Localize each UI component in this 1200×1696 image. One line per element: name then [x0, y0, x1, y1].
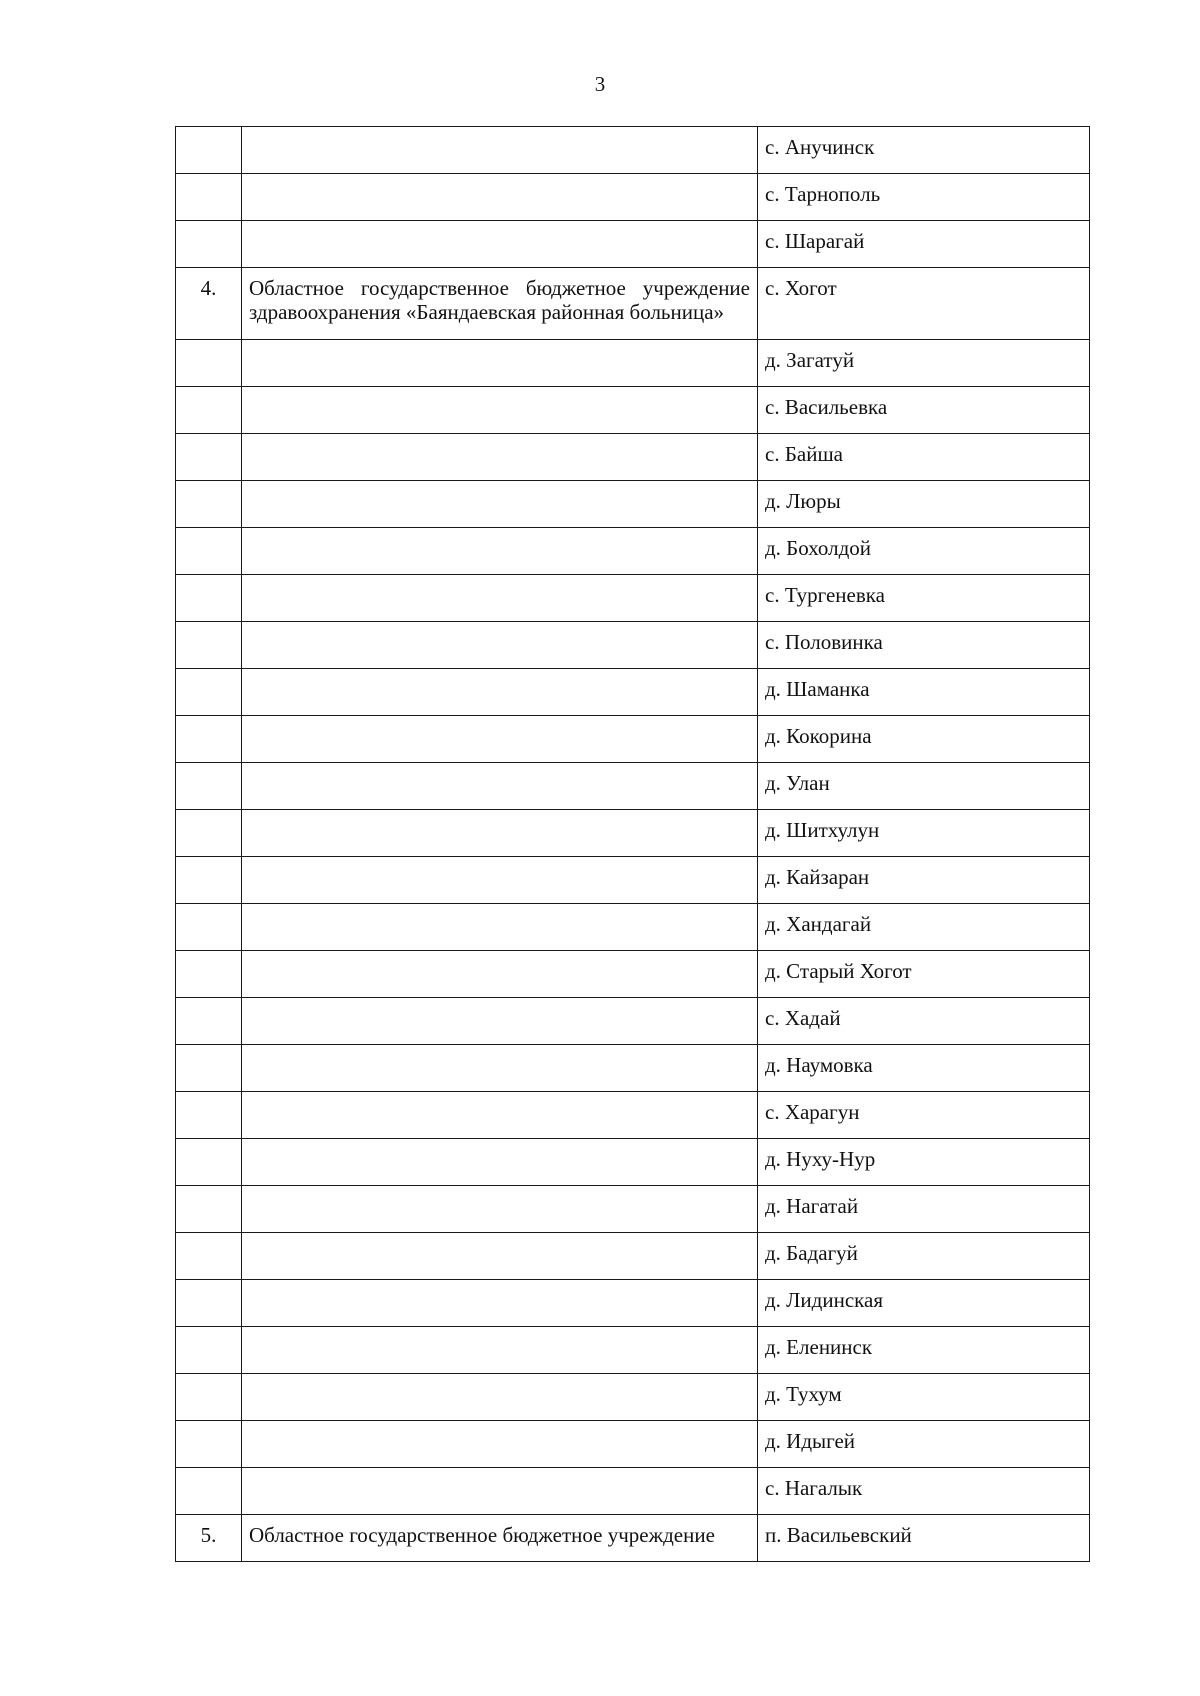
settlement-cell: с. Шарагай [758, 221, 1090, 268]
settlement-cell: д. Шитхулун [758, 810, 1090, 857]
settlement-cell: д. Кокорина [758, 716, 1090, 763]
organization-cell [242, 174, 758, 221]
organization-cell [242, 1186, 758, 1233]
settlement-cell: д. Улан [758, 763, 1090, 810]
organization-cell: Областное государственное бюджетное учреждение [242, 1515, 758, 1562]
table-row [176, 763, 1090, 810]
table-row [176, 857, 1090, 904]
settlement-cell: с. Тарнополь [758, 174, 1090, 221]
settlement-cell: д. Бадагуй [758, 1233, 1090, 1280]
table-row [176, 481, 1090, 528]
row-number-cell [176, 1186, 242, 1233]
row-number-cell [176, 622, 242, 669]
row-number-cell [176, 481, 242, 528]
settlement-cell: д. Хандагай [758, 904, 1090, 951]
table-row [176, 1515, 1090, 1562]
settlement-cell: д. Бохолдой [758, 528, 1090, 575]
table-row [176, 998, 1090, 1045]
table-row [176, 1374, 1090, 1421]
organization-cell [242, 857, 758, 904]
settlement-cell: с. Харагун [758, 1092, 1090, 1139]
row-number-cell [176, 1139, 242, 1186]
organization-cell [242, 387, 758, 434]
organization-cell [242, 1327, 758, 1374]
row-number-cell [176, 1327, 242, 1374]
row-number-cell [176, 998, 242, 1045]
row-number-cell [176, 127, 242, 174]
table-row [176, 387, 1090, 434]
table-row [176, 174, 1090, 221]
table-row [176, 1468, 1090, 1515]
settlement-cell: д. Нуху-Нур [758, 1139, 1090, 1186]
row-number-cell [176, 528, 242, 575]
settlement-cell: с. Половинка [758, 622, 1090, 669]
organization-cell [242, 221, 758, 268]
organization-cell [242, 481, 758, 528]
settlement-cell: д. Старый Хогот [758, 951, 1090, 998]
settlement-cell: д. Еленинск [758, 1327, 1090, 1374]
row-number-cell [176, 1092, 242, 1139]
row-number-cell [176, 1421, 242, 1468]
organization-cell [242, 1045, 758, 1092]
settlement-cell: д. Загатуй [758, 340, 1090, 387]
table-row [176, 221, 1090, 268]
table-row [176, 575, 1090, 622]
row-number-cell [176, 1233, 242, 1280]
organization-cell [242, 528, 758, 575]
row-number-cell [176, 434, 242, 481]
table-row [176, 622, 1090, 669]
row-number-cell [176, 1468, 242, 1515]
settlement-cell: с. Нагалык [758, 1468, 1090, 1515]
settlement-cell: д. Наумовка [758, 1045, 1090, 1092]
page-number: 3 [594, 72, 606, 96]
settlement-cell: д. Лидинская [758, 1280, 1090, 1327]
settlement-cell: д. Кайзаран [758, 857, 1090, 904]
row-number-cell [176, 810, 242, 857]
settlement-cell: с. Байша [758, 434, 1090, 481]
row-number-cell [176, 716, 242, 763]
row-number-cell: 5. [176, 1515, 242, 1562]
settlement-cell: д. Идыгей [758, 1421, 1090, 1468]
settlement-cell: д. Тухум [758, 1374, 1090, 1421]
table-row [176, 951, 1090, 998]
table-row [176, 1139, 1090, 1186]
organization-cell [242, 998, 758, 1045]
organization-cell [242, 1233, 758, 1280]
organization-cell [242, 1468, 758, 1515]
organization-cell [242, 716, 758, 763]
row-number-cell [176, 1374, 242, 1421]
table-row [176, 669, 1090, 716]
organization-cell [242, 904, 758, 951]
organization-cell [242, 1092, 758, 1139]
row-number-cell [176, 763, 242, 810]
row-number-cell [176, 904, 242, 951]
organization-cell [242, 1421, 758, 1468]
row-number-cell: 4. [176, 268, 242, 340]
table-row [176, 268, 1090, 340]
table-row [176, 904, 1090, 951]
settlement-cell: с. Васильевка [758, 387, 1090, 434]
row-number-cell [176, 951, 242, 998]
settlement-cell: с. Хадай [758, 998, 1090, 1045]
table-row [176, 127, 1090, 174]
table-row [176, 340, 1090, 387]
organization-cell [242, 810, 758, 857]
facility-locations-table [175, 126, 1090, 1562]
table-body [176, 127, 1090, 1562]
organization-cell [242, 622, 758, 669]
settlement-cell: д. Люры [758, 481, 1090, 528]
table-row [176, 1327, 1090, 1374]
organization-cell: Областное государственное бюджетное учреждение здравоохранения «Баяндаевская районная больница» [242, 268, 758, 340]
table-row [176, 1186, 1090, 1233]
table-row [176, 1421, 1090, 1468]
row-number-cell [176, 1045, 242, 1092]
organization-cell [242, 340, 758, 387]
row-number-cell [176, 221, 242, 268]
settlement-cell: с. Анучинск [758, 127, 1090, 174]
row-number-cell [176, 1280, 242, 1327]
organization-cell [242, 951, 758, 998]
row-number-cell [176, 340, 242, 387]
organization-cell [242, 127, 758, 174]
table-row [176, 528, 1090, 575]
table-row [176, 1233, 1090, 1280]
organization-cell [242, 575, 758, 622]
row-number-cell [176, 857, 242, 904]
row-number-cell [176, 387, 242, 434]
table-row [176, 716, 1090, 763]
organization-cell [242, 1139, 758, 1186]
settlement-cell: п. Васильевский [758, 1515, 1090, 1562]
organization-cell [242, 434, 758, 481]
row-number-cell [176, 174, 242, 221]
organization-cell [242, 669, 758, 716]
table-row [176, 810, 1090, 857]
organization-cell [242, 1374, 758, 1421]
table-row [176, 1280, 1090, 1327]
table-row [176, 1045, 1090, 1092]
organization-cell [242, 1280, 758, 1327]
table-row [176, 434, 1090, 481]
table-row [176, 1092, 1090, 1139]
row-number-cell [176, 575, 242, 622]
settlement-cell: д. Нагатай [758, 1186, 1090, 1233]
settlement-cell: с. Тургеневка [758, 575, 1090, 622]
settlement-cell: с. Хогот [758, 268, 1090, 340]
organization-cell [242, 763, 758, 810]
row-number-cell [176, 669, 242, 716]
settlement-cell: д. Шаманка [758, 669, 1090, 716]
